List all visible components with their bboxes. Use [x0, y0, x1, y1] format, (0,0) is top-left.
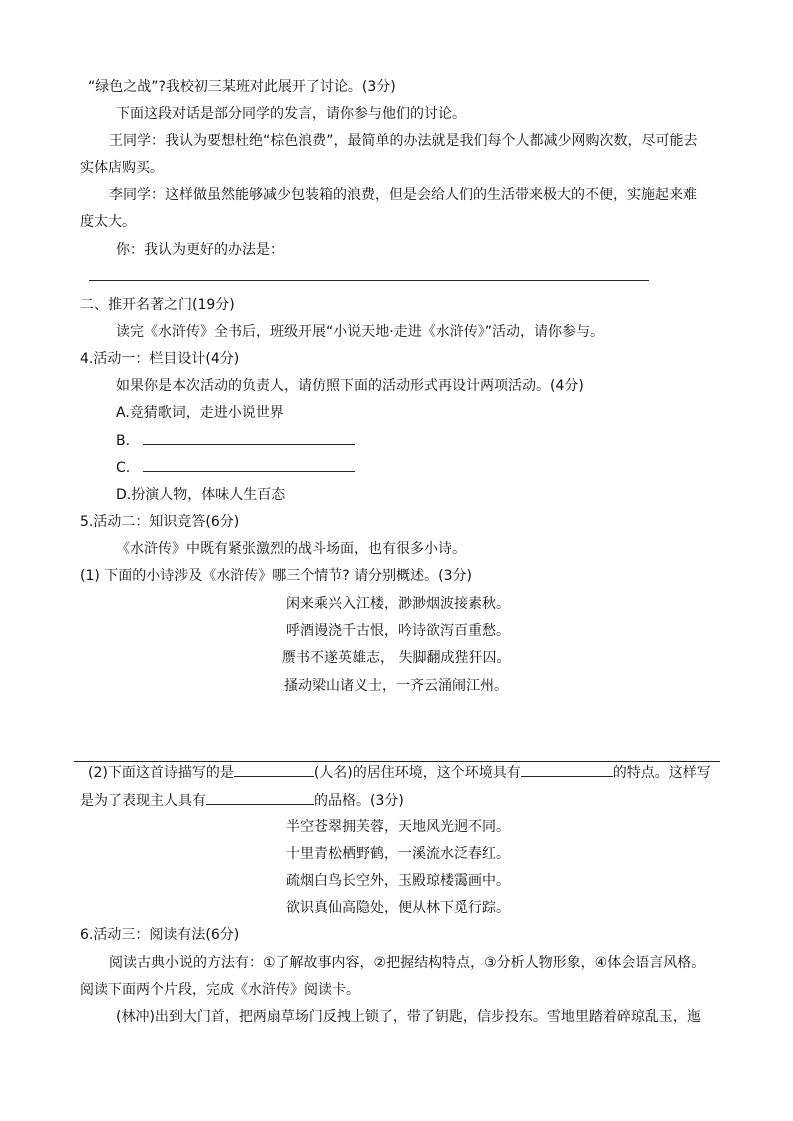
q5-sub2-blank-name[interactable] [234, 762, 314, 777]
q3-wang-line1: 王同学：我认为要想杜绝“棕色浪费”，最简单的办法就是我们每个人都减少网购次数，尽可能去 [109, 133, 698, 149]
q4-item-b-label: B. [116, 433, 131, 449]
q4-item-c-label: C. [116, 460, 131, 476]
q5-sub2-c: 的特点。这样写 [612, 765, 711, 781]
poem1-line: 呼酒谩浇千古恨，吟诗欲泻百重愁。 [286, 623, 510, 639]
q4-item-c [116, 457, 355, 478]
q5-sub1: (1) 下面的小诗涉及《水浒传》哪三个情节? 请分别概述。(3分) [80, 568, 472, 584]
q5-title: 5.活动二：知识竞答(6分) [80, 514, 240, 530]
q5-sub2-blank-feature[interactable] [521, 762, 613, 777]
q3-wang-line2: 实体店购买。 [80, 160, 164, 176]
q4-item-c-blank[interactable] [143, 457, 355, 472]
q3-answer-line[interactable] [89, 280, 649, 281]
poem2-line: 欲识真仙高隐处，便从林下觅行踪。 [286, 900, 510, 916]
q6-method-line1: 阅读古典小说的方法有：①了解故事内容，②把握结构特点，③分析人物形象，④体会语言风格。 [109, 955, 706, 971]
q3-you-prompt: 你：我认为更好的办法是： [116, 242, 284, 258]
q4-item-b [116, 430, 355, 451]
q5-sub2-b: (人名)的居住环境，这个环境具有 [313, 765, 521, 781]
q5-intro: 《水浒传》中既有紧张激烈的战斗场面，也有很多小诗。 [116, 541, 466, 557]
q6-method-line2: 阅读下面两个片段，完成《水浒传》阅读卡。 [80, 982, 360, 998]
poem1-line: 闲来乘兴入江楼，渺渺烟波接素秋。 [286, 596, 510, 612]
poem2-line: 半空苍翠拥芙蓉，天地风光迥不同。 [286, 819, 510, 835]
q3-li-line2: 度太大。 [80, 214, 136, 230]
q4-instruction: 如果你是本次活动的负责人，请仿照下面的活动形式再设计两项活动。(4分) [116, 378, 584, 394]
q5-sub2-d: 是为了表现主人具有 [80, 793, 206, 809]
poem2-line: 十里青松栖野鹤，一溪流水泛春红。 [286, 846, 510, 862]
q5-sub2-blank-character[interactable] [206, 790, 314, 805]
section2-title: 二、推开名著之门(19分) [80, 297, 235, 313]
q3-intro-tail: “绿色之战”?我校初三某班对此展开了讨论。(3分) [88, 79, 396, 95]
q4-item-a: A.竞猜歌词，走进小说世界 [116, 405, 284, 421]
q3-instruction: 下面这段对话是部分同学的发言，请你参与他们的讨论。 [116, 106, 466, 122]
q6-passage-line1: (林冲)出到大门首，把两扇草场门反拽上锁了，带了钥匙，信步投东。雪地里踏着碎琼乱玉，迤 [116, 1009, 701, 1025]
q6-title: 6.活动三：阅读有法(6分) [80, 927, 240, 943]
poem2-line: 疏烟白鸟长空外，玉殿琼楼霭画中。 [286, 873, 510, 889]
q5-sub2-a: (2)下面这首诗描写的是 [88, 765, 234, 781]
q4-title: 4.活动一：栏目设计(4分) [80, 351, 240, 367]
q5-sub2-line1 [88, 762, 711, 783]
q5-sub2-line2 [80, 790, 404, 811]
q4-item-d: D.扮演人物，体味人生百态 [116, 487, 286, 503]
q4-item-b-blank[interactable] [143, 430, 355, 445]
section2-intro: 读完《水浒传》全书后，班级开展“小说天地·走进《水浒传》”活动，请你参与。 [116, 324, 604, 340]
poem1-line: 搔动梁山诸义士，一齐云涌闹江州。 [284, 678, 508, 694]
q5-sub2-e: 的品格。(3分) [314, 793, 404, 809]
poem1-line: 赝书不遂英雄志， 失脚翻成狴犴囚。 [282, 650, 511, 666]
q3-li-line1: 李同学：这样做虽然能够减少包装箱的浪费，但是会给人们的生活带来极大的不便，实施起来难 [109, 187, 697, 203]
